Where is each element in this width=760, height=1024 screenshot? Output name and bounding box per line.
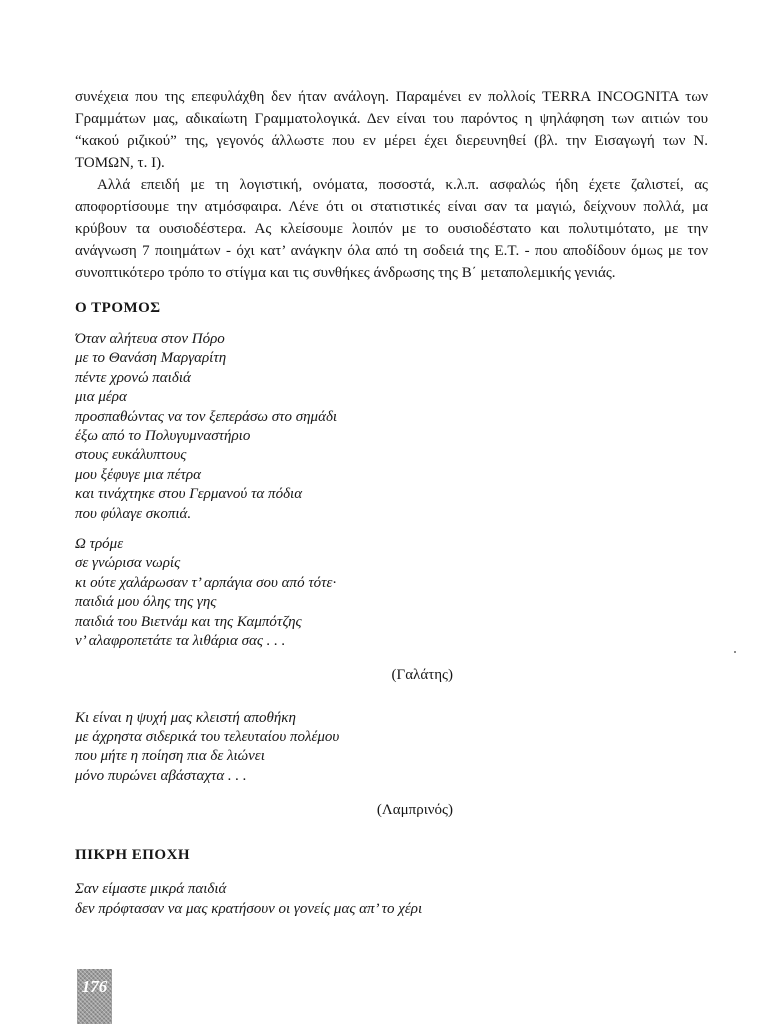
poem-line: μια μέρα (75, 389, 127, 406)
poem-stanza-1 (75, 330, 708, 524)
poem-line: Ω τρόμε (75, 536, 124, 553)
poem-line: που μήτε η ποίηση πια δε λιώνει (75, 748, 265, 765)
poem-line: προσπαθώντας να τον ξεπεράσω στο σημάδι (75, 408, 338, 425)
poem-line: ν’ αλαφροπετάτε τα λιθάρια σας . . . (75, 633, 286, 650)
poem-attribution-lamprinos: (Λαμπρινός) (376, 802, 453, 819)
intro-text (75, 86, 708, 284)
poem-stanza-4 (75, 880, 708, 919)
intro-paragraph: Αλλά επειδή με τη λογιστική, ονόματα, ποσοστά, κ.λ.π. ασφαλώς ήδη έχετε ζαλιστεί, ας αποφορτίσουμε την ατμόσφαιρα. Λένε ότι οι στατιστικές είναι σαν τα μαγιώ, δείχνουν πολλά, μα κρύβουν τα ουσιοδέστερα. Ας κλείσουμε λοιπόν με το ουσιοδέστατο και πολυτιμότατο, με την ανάγνωση 7 ποιημάτων - όχι κατ’ ανάγκην όλα από τη σοδειά της Ε.Τ. - που αποδίδουν όμως με τον συνοπτικότερο τρόπο το στίγμα και τις συνθήκες άνδρωσης της Β΄ μεταπολεμικής γενιάς. (75, 177, 708, 281)
poem-line: Όταν αλήτευα στον Πόρο (75, 331, 225, 347)
poem-line: και τινάχτηκε στου Γερμανού τα πόδια (75, 486, 303, 503)
poem-line: μου ξέφυγε μια πέτρα (75, 466, 201, 483)
poem-stanza-3 (75, 709, 708, 787)
poem-attribution-galatis: (Γαλάτης) (391, 666, 453, 683)
section-title-tromos: Ο ΤΡΟΜΟΣ (75, 300, 161, 316)
poem-stanza-2 (75, 535, 708, 651)
poem-line: με άχρηστα σιδερικά του τελευταίου πολέμου (75, 728, 340, 745)
section-title-pikri-epochi: ΠΙΚΡΗ ΕΠΟΧΗ (75, 847, 191, 864)
poem-line: δεν πρόφτασαν να μας κρατήσουν οι γονείς μας απ’ το χέρι (75, 900, 423, 917)
poem-line: παιδιά του Βιετνάμ και της Καμπότζης (75, 613, 302, 630)
poem-line: στους ευκάλυπτους (75, 447, 187, 464)
scan-speck (734, 651, 736, 653)
poem-line: πέντε χρονώ παιδιά (75, 369, 191, 386)
poem-line: έξω από το Πολυγυμναστήριο (75, 428, 251, 445)
intro-paragraph: συνέχεια που της επεφυλάχθη δεν ήταν ανάλογη. Παραμένει εν πολλοίς TERRA INCOGNITA των Γραμμάτων μας, αδικαίωτη Γραμματολογικά. Δεν είναι του παρόντος η ψηλάφηση των αιτιών του “κακού ριζικού” της, γεγονός άλλωστε που εν μέρει έχει διερευνηθεί (βλ. την Εισαγωγή των Ν. ΤΟΜΩΝ, τ. Ι). (75, 89, 708, 171)
page-content (75, 86, 708, 919)
page-number: 176 (77, 969, 112, 1024)
poem-line: Σαν είμαστε μικρά παιδιά (75, 881, 227, 898)
poem-line: που φύλαγε σκοπιά. (75, 505, 192, 522)
poem-line: σε γνώρισα νωρίς (75, 555, 181, 572)
poem-line: παιδιά μου όλης της γης (75, 594, 217, 611)
poem-line: με το Θανάση Μαργαρίτη (75, 350, 227, 367)
poem-line: μόνο πυρώνει αβάσταχτα . . . (75, 767, 247, 784)
poem-line: Κι είναι η ψυχή μας κλειστή αποθήκη (75, 709, 296, 726)
poem-line: κι ούτε χαλάρωσαν τ’ αρπάγια σου από τότε· (75, 574, 337, 591)
